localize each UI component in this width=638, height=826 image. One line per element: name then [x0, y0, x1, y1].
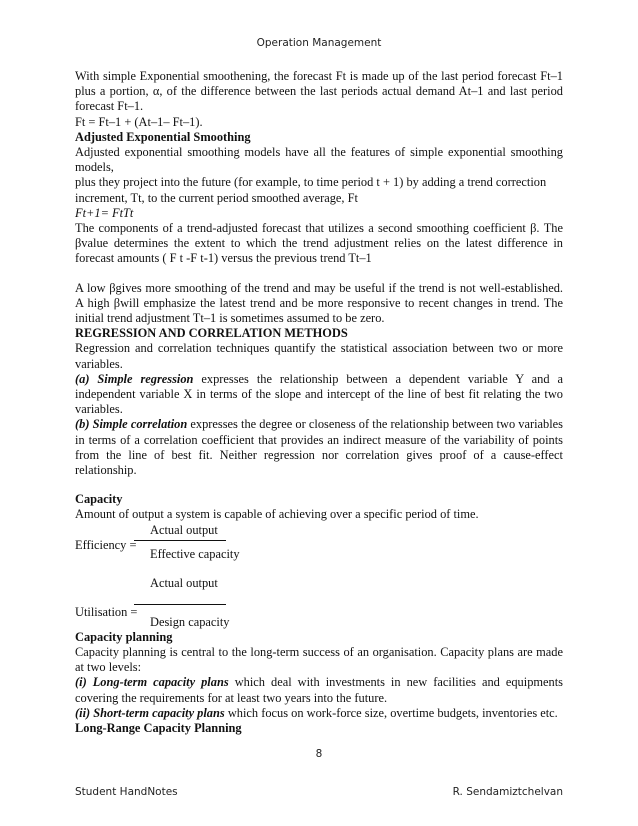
- heading-regression: REGRESSION AND CORRELATION METHODS: [75, 326, 348, 341]
- paragraph-capacity-planning: Capacity planning is central to the long-term success of an organisation. Capacity plans are made at two levels:: [75, 644, 563, 675]
- label-simple-regression: (a) Simple regression: [75, 371, 194, 386]
- efficiency-formula: [75, 523, 563, 576]
- utilisation-fraction-bar: [134, 604, 226, 605]
- label-simple-correlation: (b) Simple correlation: [75, 417, 188, 432]
- label-short-term: (ii) Short-term capacity plans: [75, 705, 225, 720]
- efficiency-fraction-bar: [134, 540, 226, 541]
- heading-capacity-planning: Capacity planning: [75, 629, 173, 644]
- utilisation-formula: [75, 576, 563, 630]
- paragraph-adjusted-intro: Adjusted exponential smoothing models have all the features of simple exponential smoothing models,: [75, 145, 563, 175]
- paragraph-low-beta: A low βgives more smoothing of the trend and may be useful if the trend is not well-established. A high βwill emphasize the latest trend and be more responsive to recent changes in trend. The initial trend adjustment Tt–1 is sometimes assumed to be zero.: [75, 280, 563, 326]
- heading-capacity: Capacity: [75, 492, 123, 507]
- paragraph-trend-line2: increment, Tt, to the current period smoothed average, Ft: [75, 190, 358, 205]
- efficiency-label: Efficiency =: [75, 537, 137, 552]
- formula-simple: Ft = Ft–1 + (At–1– Ft–1).: [75, 114, 203, 129]
- text-simple-correlation: expresses the degree or closeness of the relationship between two variables in terms of a correlation coefficient that provides an indirect measure of the variability of points from the line of best fit. Neither regression nor correlation gives proof of a cause-effect relationship.: [75, 417, 563, 478]
- label-long-term: (i) Long-term capacity plans: [75, 675, 229, 690]
- heading-long-range: Long-Range Capacity Planning: [75, 720, 242, 735]
- paragraph-trend-line1: plus they project into the future (for example, to time period t + 1) by adding a trend correction: [75, 175, 547, 190]
- text-long-term: which deal with investments in new facilities and equipments covering the requirements for at least two years into the future.: [75, 675, 563, 705]
- heading-adjusted-smoothing: Adjusted Exponential Smoothing: [75, 129, 251, 144]
- text-short-term: which focus on work-force size, overtime budgets, inventories etc.: [224, 705, 558, 720]
- paragraph-capacity-def: Amount of output a system is capable of achieving over a specific period of time.: [75, 507, 479, 522]
- paragraph-long-term: [75, 675, 563, 705]
- paragraph-beta: The components of a trend-adjusted forecast that utilizes a second smoothing coefficient β. The βvalue determines the extent to which the trend adjustment relies on the latest difference in forecast amounts ( F t -F t-1) versus the previous trend Tt–1: [75, 221, 563, 266]
- spacer: [75, 478, 563, 492]
- efficiency-denominator: Effective capacity: [150, 546, 240, 561]
- utilisation-label: Utilisation =: [75, 604, 138, 619]
- utilisation-denominator: Design capacity: [150, 614, 230, 629]
- spacer: [75, 267, 563, 281]
- paragraph-regression-intro: Regression and correlation techniques quantify the statistical association between two or more variables.: [75, 341, 563, 371]
- paragraph-short-term: [75, 706, 563, 721]
- paragraph-simple-regression: [75, 372, 563, 418]
- utilisation-numerator: Actual output: [150, 575, 218, 590]
- page-number: 8: [315, 748, 323, 760]
- footer-left: Student HandNotes: [75, 786, 178, 798]
- text-simple-regression: expresses the relationship between a dependent variable Y and a independent variable X in terms of the slope and intercept of the line of best fit relating the two variables.: [75, 371, 563, 417]
- efficiency-numerator: Actual output: [150, 522, 218, 537]
- paragraph-simple-correlation: [75, 417, 563, 478]
- page-header: Operation Management: [256, 37, 382, 49]
- footer-right: R. Sendamiztchelvan: [452, 786, 563, 798]
- paragraph-simple-smoothing: With simple Exponential smoothening, the forecast Ft is made up of the last period forecast Ft–1 plus a portion, α, of the difference between the last periods actual demand At–1 and last period forecast Ft–1.: [75, 69, 563, 114]
- formula-adjusted: Ft+1= FtTt: [75, 205, 134, 220]
- document-body: [75, 69, 563, 736]
